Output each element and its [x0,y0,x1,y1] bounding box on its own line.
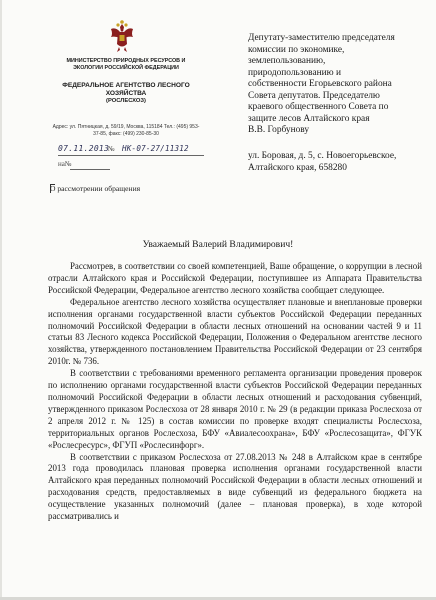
recipient-address-line: Алтайского края, 658280 [248,162,347,173]
body-paragraph: В соответствии с требованиями временного регламента организации проведения проверок по исполнению органами государственной власти субъектов Российской Федерации переданных полномочий Российской Федерации в области лесных отношений и расходования субвенций, утвержденного приказом Рослесхоза от 28 января 2010 г. № 29 (в редакции приказа Рослесхоза от 2 апреля 2012 г. № 125) в состав комиссии по проверке входят специалисты Рослесхоза, территориальных органов Рослесхоза, БФУ «Авиалесоохрана», БФУ «Рослесозащита», ФГУК «Рослесресурс», ФГУП «Рослесинфорг». [48,368,422,450]
body-paragraph: В соответствии с приказом Рослесхоза от 27.08.2013 № 248 в Алтайском крае в сентябре 2013 года проводилась плановая проверка исполнения органами государственной власти Алтайского края переданных полномочий Российской Федерации в области лесных отношений и расходования средств, предоставляемых в виде субвенций из федерального бюджета на осуществление указанных полномочий (далее – плановая проверка), в ходе которой рассматривались и [48,451,422,522]
registration-number-label: № [108,145,115,153]
recipient-line: Совета депутатов. Председателю [248,90,380,101]
registration-underline [58,155,204,156]
ministry-name: МИНИСТЕРСТВО ПРИРОДНЫХ РЕСУРСОВ И ЭКОЛОГИИ РОССИЙСКОЙ ФЕДЕРАЦИИ [66,58,186,71]
recipient-line: собственности Егорьевского района [248,79,392,89]
registration-line [58,144,204,158]
agency-address: Адрес: ул. Пятницкая, д. 59/19, Москва, 115184 Тел.: (495) 953-37-85, факс: (499) 230-85-30 [52,124,200,137]
reference-label: на№ [58,160,72,168]
recipient-address-line: ул. Боровая, д. 5, с. Новоегорьевское, [248,151,397,161]
body-paragraph: Рассмотрев, в соответствии со своей компетенцией, Ваше обращение, о коррупции в лесной отрасли Алтайского края и Российской Федерации, поступившее из Аппарата Правительства Российской Федерации, Федеральное агентство лесного хозяйства сообщает следующее. [48,261,422,295]
registration-number: НК-07-27/11312 [122,144,189,153]
agency-name: ФЕДЕРАЛЬНОЕ АГЕНТСТВО ЛЕСНОГО ХОЗЯЙСТВА [62,82,190,97]
body-paragraph: Федеральное агентство лесного хозяйства осуществляет плановые и внеплановые проверки исполнения органами государственной власти субъектов Российской Федерации переданных полномочий Российской Федерации в области лесных отношений на основании частей 9 и 11 статьи 83 Лесного кодекса Российской Федерации, Положения о Федеральном агентстве лесного хозяйства, утвержденного постановлением Правительства Российской Федерации от 23 сентября 2010г. № 736. [48,296,422,367]
recipient-line: В.В. Горбунову [248,125,310,135]
recipient-line: Депутату-заместителю председателя [248,33,395,43]
recipient-block [248,33,428,137]
recipient-line: землепользованию, [248,56,326,66]
recipient-line: краевого общественного Совета по [248,102,389,112]
coat-of-arms-icon [108,20,136,54]
reference-line [58,160,118,172]
letter-subject: О рассмотрении обращения [50,184,141,193]
recipient-line: комиссии по экономике, [248,44,345,55]
letter-body [48,261,422,523]
recipient-line: природопользованию и [248,67,342,78]
reference-underline [70,169,110,170]
recipient-address [248,151,428,174]
letter-greeting: Уважаемый Валерий Владимирович! [142,239,294,250]
registration-date: 07.11.2013 [58,144,110,153]
agency-abbreviation: (РОСЛЕСХОЗ) [106,98,146,104]
scan-edge-left [0,0,2,600]
recipient-line: защите лесов Алтайского края [248,113,370,124]
